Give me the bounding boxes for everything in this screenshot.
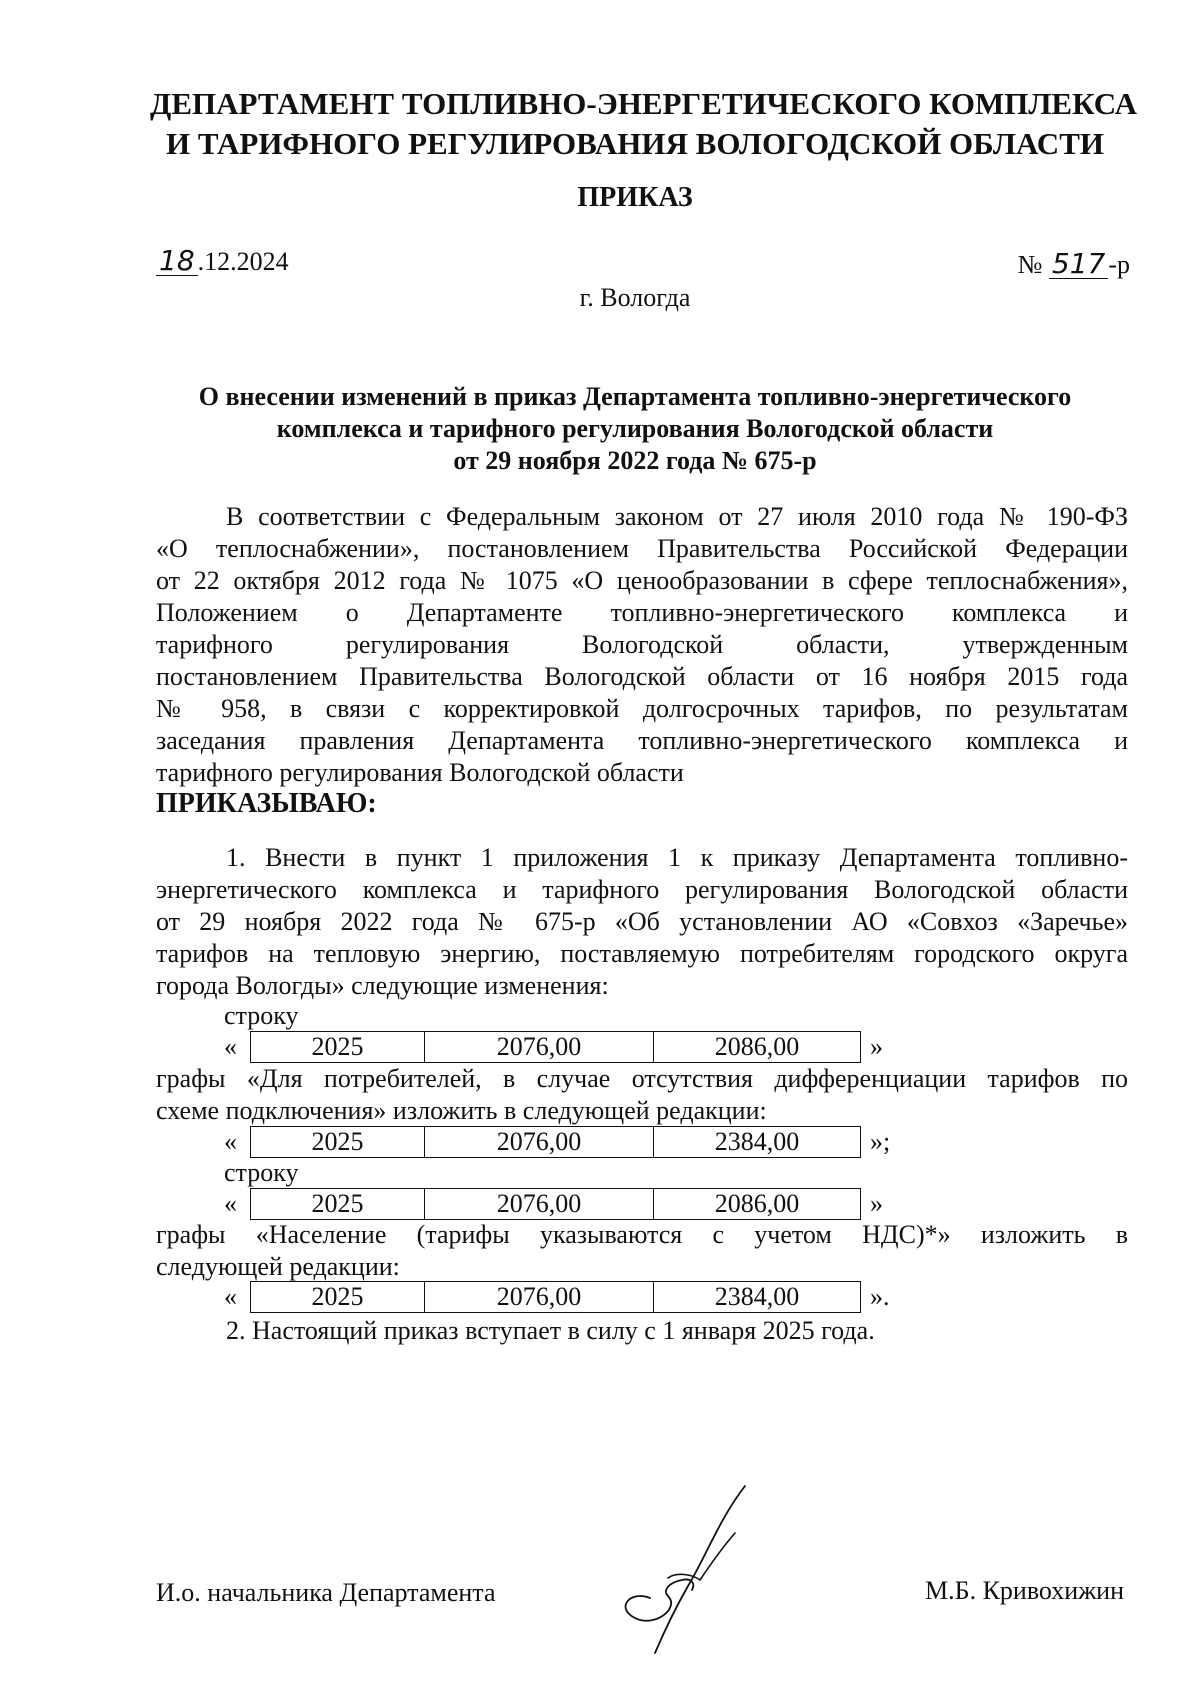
table-cell-value1: 2076,00 bbox=[425, 1127, 654, 1157]
handwritten-signature bbox=[610, 1478, 780, 1658]
graph1-paragraph bbox=[156, 1063, 1128, 1127]
signer-name: М.Б. Кривохижин bbox=[925, 1576, 1124, 1605]
department-title-line2: И ТАРИФНОГО РЕГУЛИРОВАНИЯ ВОЛОГОДСКОЙ ОБЛАСТИ bbox=[166, 126, 1104, 161]
text-line: энергетического комплекса и тарифного регулирования Вологодской области bbox=[156, 875, 1128, 904]
close-quote: » bbox=[870, 1032, 883, 1061]
tariff-table-b bbox=[250, 1126, 861, 1158]
table-cell-value2: 2384,00 bbox=[714, 1127, 800, 1156]
text-line: города Вологды» следующие изменения: bbox=[156, 971, 609, 1000]
document-type: ПРИКАЗ bbox=[577, 182, 693, 213]
text-line: от 29 ноября 2022 года № 675-р «Об установлении АО «Совхоз «Заречье» bbox=[156, 907, 1128, 936]
table-cell-year: 2025 bbox=[251, 1282, 425, 1312]
table-cell-value2: 2384,00 bbox=[714, 1282, 800, 1311]
table-cell-value1: 2076,00 bbox=[425, 1032, 654, 1062]
open-quote: « bbox=[224, 1032, 237, 1061]
signer-position: И.о. начальника Департамента bbox=[156, 1578, 496, 1607]
open-quote: « bbox=[224, 1282, 237, 1311]
text-line: тарифного регулирования Вологодской области, утвержденным bbox=[156, 630, 1128, 659]
order-word: ПРИКАЗЫВАЮ: bbox=[156, 788, 377, 819]
text-line: Положением о Департаменте топливно-энергетического комплекса и bbox=[156, 598, 1128, 627]
item1-paragraph bbox=[156, 842, 1128, 1002]
subject-line: от 29 ноября 2022 года № 675-р bbox=[453, 446, 817, 475]
table-cell-value2: 2086,00 bbox=[714, 1032, 800, 1061]
label-row: строку bbox=[224, 1001, 299, 1030]
table-cell-value1: 2076,00 bbox=[425, 1282, 654, 1312]
date-rest: .12.2024 bbox=[197, 247, 289, 276]
department-title bbox=[150, 84, 1138, 164]
text-line: тарифного регулирования Вологодской области bbox=[156, 758, 684, 787]
text-line: постановлением Правительства Вологодской области от 16 ноября 2015 года bbox=[156, 662, 1128, 691]
text-line: графы «Для потребителей, в случае отсутствия дифференциации тарифов по bbox=[156, 1064, 1128, 1093]
tariff-table-d bbox=[250, 1281, 861, 1313]
tariff-table-c bbox=[250, 1188, 861, 1220]
text-line: В соответствии с Федеральным законом от 27 июля 2010 года № 190-ФЗ bbox=[226, 502, 1128, 531]
date-day-handwritten: 18 bbox=[156, 247, 198, 276]
close-quote: »; bbox=[870, 1127, 891, 1156]
subject-line: О внесении изменений в приказ Департамента топливно-энергетического bbox=[198, 382, 1072, 411]
department-title-line1: ДЕПАРТАМЕНТ ТОПЛИВНО-ЭНЕРГЕТИЧЕСКОГО КОМПЛЕКСА bbox=[150, 86, 1138, 121]
document-number bbox=[1017, 247, 1130, 280]
close-quote: ». bbox=[870, 1282, 890, 1311]
text-line: графы «Население (тарифы указываются с учетом НДС)*» изложить в bbox=[156, 1220, 1128, 1249]
text-line: «О теплоснабжении», постановлением Правительства Российской Федерации bbox=[156, 534, 1128, 563]
preamble-paragraph bbox=[156, 501, 1128, 789]
number-handwritten: 517 bbox=[1049, 250, 1108, 279]
graph2-paragraph bbox=[156, 1219, 1128, 1283]
text-line: 1. Внести в пункт 1 приложения 1 к приказу Департамента топливно- bbox=[226, 843, 1128, 872]
document-date bbox=[156, 244, 289, 277]
table-cell-year: 2025 bbox=[251, 1127, 425, 1157]
table-cell-year: 2025 bbox=[251, 1032, 425, 1062]
text-line: от 22 октября 2012 года № 1075 «О ценообразовании в сфере теплоснабжения», bbox=[156, 566, 1128, 595]
close-quote: » bbox=[870, 1189, 883, 1218]
text-line: следующей редакции: bbox=[156, 1252, 400, 1281]
text-line: схеме подключения» изложить в следующей редакции: bbox=[156, 1096, 767, 1125]
number-suffix: -р bbox=[1108, 250, 1130, 279]
text-line: № 958, в связи с корректировкой долгосрочных тарифов, по результатам bbox=[156, 694, 1128, 723]
label-row: строку bbox=[224, 1158, 299, 1187]
open-quote: « bbox=[224, 1127, 237, 1156]
tariff-table-a bbox=[250, 1031, 861, 1063]
number-prefix: № bbox=[1017, 250, 1043, 279]
open-quote: « bbox=[224, 1189, 237, 1218]
document-subject bbox=[150, 381, 1120, 477]
text-line: заседания правления Департамента топливно-энергетического комплекса и bbox=[156, 726, 1128, 755]
city: г. Вологда bbox=[579, 283, 691, 312]
table-cell-value1: 2076,00 bbox=[425, 1189, 654, 1219]
text-line: тарифов на тепловую энергию, поставляемую потребителям городского округа bbox=[156, 939, 1128, 968]
subject-line: комплекса и тарифного регулирования Вологодской области bbox=[276, 414, 994, 443]
item2-text: 2. Настоящий приказ вступает в силу с 1 января 2025 года. bbox=[226, 1316, 875, 1345]
table-cell-value2: 2086,00 bbox=[714, 1189, 800, 1218]
table-cell-year: 2025 bbox=[251, 1189, 425, 1219]
